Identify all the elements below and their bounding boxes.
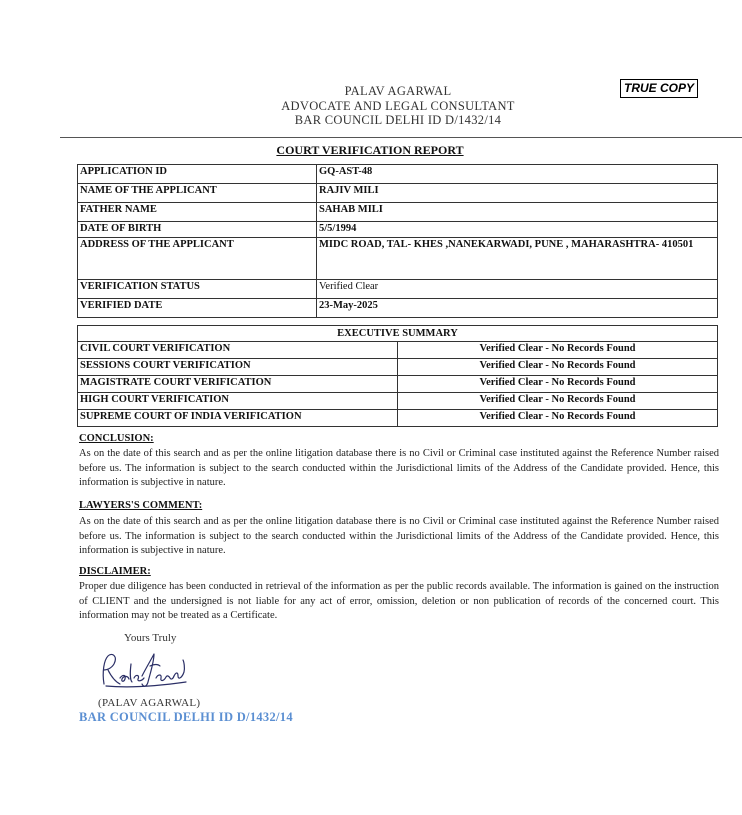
summary-label: SESSIONS COURT VERIFICATION — [78, 359, 398, 376]
table-row — [78, 222, 718, 238]
summary-value: Verified Clear - No Records Found — [398, 393, 718, 410]
table-row — [78, 203, 718, 222]
lawyers-comment-text: As on the date of this search and as per the online litigation database there is no Civil or Criminal case instituted against the Reference Number raised before us. The information is subject to the search conducted within the Jurisdictional limits of the Address of the Candidate provided. Hence, this information is subjective in nature. — [79, 516, 719, 556]
table-row — [78, 238, 718, 280]
summary-value: Verified Clear - No Records Found — [398, 376, 718, 393]
executive-summary-heading: EXECUTIVE SUMMARY — [78, 326, 718, 342]
advocate-bar-id: BAR COUNCIL DELHI ID D/1432/14 — [294, 113, 502, 127]
summary-value: Verified Clear - No Records Found — [398, 410, 718, 427]
conclusion-text: As on the date of this search and as per the online litigation database there is no Civil or Criminal case instituted against the Reference Number raised before us. The information is subject to the search conducted within the Jurisdictional limits of the Address of the Candidate provided. Hence, this information is subjective in nature. — [79, 448, 719, 488]
signatory-name: (PALAV AGARWAL) — [98, 697, 201, 709]
applicant-details-table — [77, 164, 718, 318]
table-header-row — [78, 326, 718, 342]
detail-label: VERIFICATION STATUS — [78, 280, 317, 299]
detail-value: MIDC ROAD, TAL- KHES ,NANEKARWADI, PUNE , MAHARASHTRA- 410501 — [317, 238, 718, 280]
yours-truly: Yours Truly — [124, 632, 177, 644]
summary-label: HIGH COURT VERIFICATION — [78, 393, 398, 410]
table-row — [78, 359, 718, 376]
summary-label: SUPREME COURT OF INDIA VERIFICATION — [78, 410, 398, 427]
detail-value: 5/5/1994 — [317, 222, 718, 238]
executive-summary-table — [77, 325, 718, 427]
header-divider — [60, 137, 742, 138]
summary-value: Verified Clear - No Records Found — [398, 359, 718, 376]
detail-label: APPLICATION ID — [78, 165, 317, 184]
table-row — [78, 280, 718, 299]
conclusion-heading: CONCLUSION: — [79, 433, 154, 444]
detail-label: FATHER NAME — [78, 203, 317, 222]
disclaimer-text: Proper due diligence has been conducted in retrieval of the information as per the public records available. The information is gained on the instruction of CLIENT and the undersigned is not liable for any act of error, omission, deletion or non publication of records of the concerned court. This information may not be treated as a Certificate. — [79, 581, 719, 621]
detail-value: GQ-AST-48 — [317, 165, 718, 184]
detail-value: RAJIV MILI — [317, 184, 718, 203]
summary-label: CIVIL COURT VERIFICATION — [78, 342, 398, 359]
summary-label: MAGISTRATE COURT VERIFICATION — [78, 376, 398, 393]
report-title: COURT VERIFICATION REPORT — [276, 143, 464, 157]
true-copy-stamp: TRUE COPY — [620, 79, 698, 98]
table-row — [78, 184, 718, 203]
table-row — [78, 410, 718, 427]
advocate-name: PALAV AGARWAL — [344, 84, 452, 98]
advocate-designation: ADVOCATE AND LEGAL CONSULTANT — [281, 99, 515, 113]
detail-label: ADDRESS OF THE APPLICANT — [78, 238, 317, 280]
detail-label: DATE OF BIRTH — [78, 222, 317, 238]
lawyers-comment-heading: LAWYERS'S COMMENT: — [79, 500, 203, 511]
table-row — [78, 299, 718, 318]
detail-label: NAME OF THE APPLICANT — [78, 184, 317, 203]
disclaimer-heading: DISCLAIMER: — [79, 566, 151, 577]
detail-value: SAHAB MILI — [317, 203, 718, 222]
table-row — [78, 393, 718, 410]
table-row — [78, 165, 718, 184]
summary-value: Verified Clear - No Records Found — [398, 342, 718, 359]
detail-value: 23-May-2025 — [317, 299, 718, 318]
detail-value: Verified Clear — [317, 280, 718, 299]
detail-label: VERIFIED DATE — [78, 299, 317, 318]
signature-image — [98, 648, 190, 692]
table-row — [78, 342, 718, 359]
table-row — [78, 376, 718, 393]
signatory-bar-id: BAR COUNCIL DELHI ID D/1432/14 — [79, 710, 293, 724]
